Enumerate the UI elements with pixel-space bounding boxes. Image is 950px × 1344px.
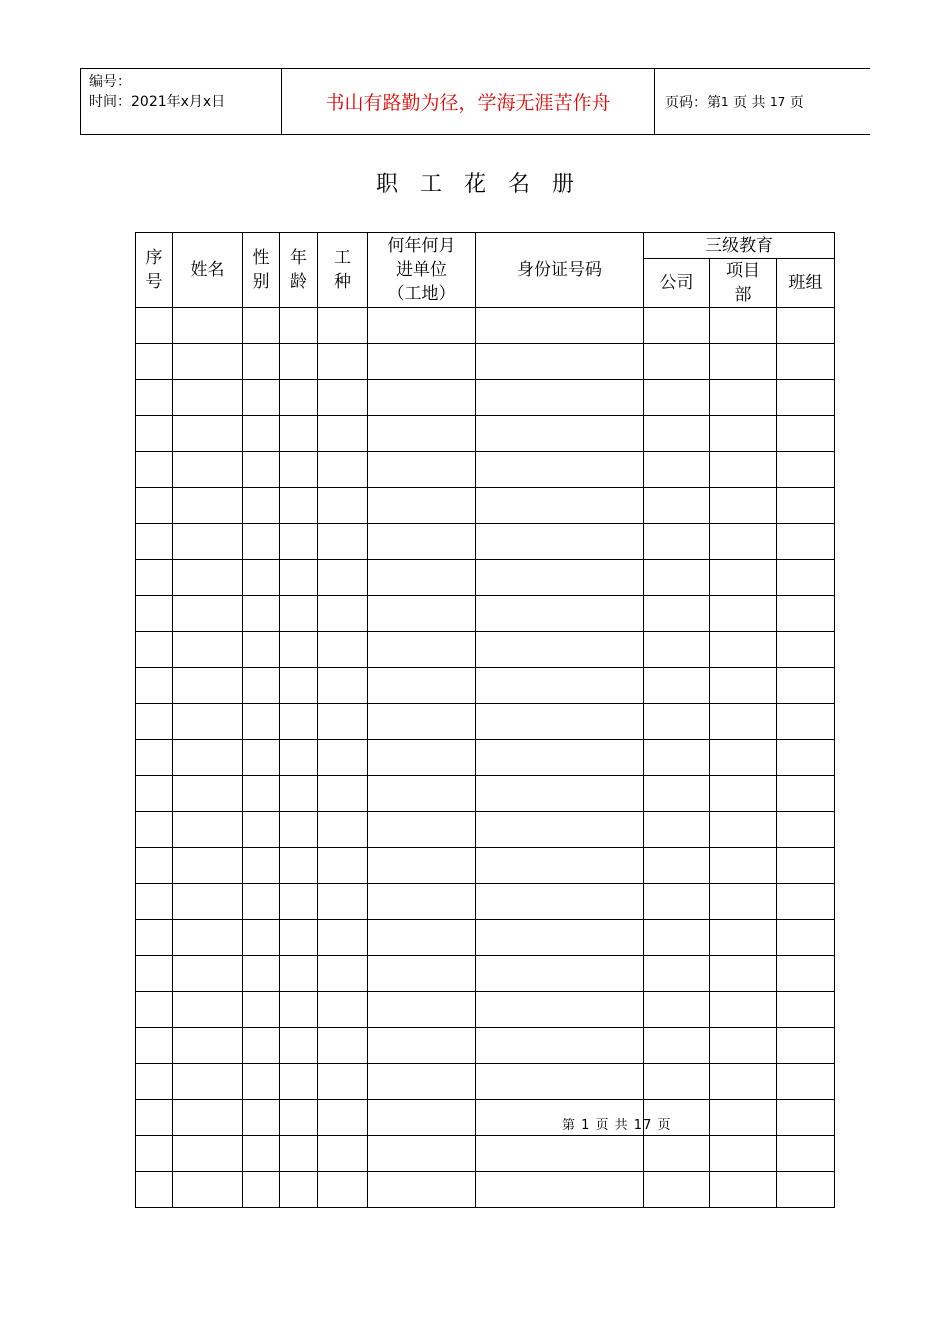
table-cell — [368, 920, 476, 956]
table-cell — [710, 452, 777, 488]
table-cell — [710, 1028, 777, 1064]
table-cell — [136, 344, 173, 380]
table-cell — [368, 884, 476, 920]
table-cell — [173, 1136, 243, 1172]
table-row — [136, 1172, 835, 1208]
header-entry-date: 何年何月 进单位 （工地） — [368, 233, 476, 308]
table-cell — [136, 1100, 173, 1136]
header-motto: 书山有路勤为径，学海无涯苦作舟 — [282, 69, 655, 134]
table-cell — [173, 1064, 243, 1100]
time-label: 时间：2021年x月x日 — [89, 94, 226, 110]
table-cell — [368, 488, 476, 524]
table-cell — [710, 740, 777, 776]
table-cell — [368, 560, 476, 596]
table-cell — [710, 560, 777, 596]
table-row — [136, 380, 835, 416]
table-cell — [173, 920, 243, 956]
table-cell — [318, 560, 368, 596]
table-cell — [318, 992, 368, 1028]
table-cell — [368, 632, 476, 668]
table-cell — [777, 380, 835, 416]
table-cell — [318, 452, 368, 488]
table-cell — [644, 812, 710, 848]
table-cell — [368, 992, 476, 1028]
table-cell — [368, 308, 476, 344]
table-cell — [777, 1064, 835, 1100]
table-cell — [368, 776, 476, 812]
table-cell — [136, 380, 173, 416]
table-cell — [710, 920, 777, 956]
header-team: 班组 — [777, 259, 835, 308]
page-number: 1 — [721, 94, 729, 109]
table-cell — [476, 1136, 644, 1172]
table-cell — [136, 956, 173, 992]
table-cell — [644, 452, 710, 488]
table-cell — [318, 488, 368, 524]
table-cell — [243, 920, 280, 956]
table-cell — [280, 560, 318, 596]
header-project: 项目 部 — [710, 259, 777, 308]
page-prefix: 页码：第 — [665, 94, 721, 111]
table-cell — [243, 632, 280, 668]
table-cell — [644, 1172, 710, 1208]
table-cell — [710, 488, 777, 524]
table-cell — [173, 488, 243, 524]
table-cell — [476, 884, 644, 920]
table-cell — [280, 596, 318, 632]
table-cell — [777, 704, 835, 740]
document-header — [80, 68, 870, 135]
table-cell — [243, 488, 280, 524]
table-cell — [173, 668, 243, 704]
table-row — [136, 956, 835, 992]
table-cell — [644, 416, 710, 452]
table-cell — [318, 704, 368, 740]
table-cell — [280, 956, 318, 992]
table-cell — [280, 1064, 318, 1100]
table-cell — [644, 956, 710, 992]
table-row — [136, 596, 835, 632]
table-row — [136, 776, 835, 812]
table-cell — [318, 1100, 368, 1136]
table-cell — [368, 1028, 476, 1064]
table-cell — [368, 380, 476, 416]
table-cell — [136, 488, 173, 524]
table-cell — [710, 632, 777, 668]
table-cell — [280, 704, 318, 740]
table-cell — [368, 416, 476, 452]
table-cell — [368, 956, 476, 992]
table-cell — [318, 668, 368, 704]
table-cell — [476, 812, 644, 848]
header-age: 年 龄 — [280, 233, 318, 308]
table-cell — [243, 776, 280, 812]
table-cell — [710, 524, 777, 560]
table-row — [136, 1100, 835, 1136]
table-cell — [136, 668, 173, 704]
table-row — [136, 668, 835, 704]
table-cell — [368, 668, 476, 704]
table-cell — [476, 956, 644, 992]
table-cell — [710, 308, 777, 344]
table-cell — [368, 812, 476, 848]
table-cell — [644, 740, 710, 776]
table-cell — [243, 596, 280, 632]
roster-table — [135, 232, 835, 1208]
table-cell — [243, 848, 280, 884]
table-cell — [318, 1172, 368, 1208]
table-cell — [318, 632, 368, 668]
table-cell — [710, 1136, 777, 1172]
table-cell — [136, 524, 173, 560]
table-cell — [368, 524, 476, 560]
table-cell — [136, 416, 173, 452]
table-cell — [243, 704, 280, 740]
table-cell — [777, 740, 835, 776]
table-cell — [280, 776, 318, 812]
table-cell — [318, 884, 368, 920]
table-cell — [173, 596, 243, 632]
table-row — [136, 344, 835, 380]
table-cell — [318, 812, 368, 848]
table-row — [136, 488, 835, 524]
table-cell — [368, 1172, 476, 1208]
table-cell — [243, 1136, 280, 1172]
table-cell — [173, 452, 243, 488]
table-cell — [710, 344, 777, 380]
table-cell — [173, 812, 243, 848]
table-cell — [173, 1100, 243, 1136]
table-cell — [777, 344, 835, 380]
table-row — [136, 1136, 835, 1172]
table-cell — [476, 1028, 644, 1064]
table-cell — [136, 1136, 173, 1172]
table-cell — [476, 1064, 644, 1100]
table-row — [136, 740, 835, 776]
table-cell — [173, 1172, 243, 1208]
table-cell — [318, 596, 368, 632]
table-cell — [368, 848, 476, 884]
header-gender: 性 别 — [243, 233, 280, 308]
table-cell — [476, 920, 644, 956]
table-cell — [644, 848, 710, 884]
table-cell — [318, 956, 368, 992]
table-cell — [710, 668, 777, 704]
table-cell — [644, 380, 710, 416]
table-cell — [243, 416, 280, 452]
table-cell — [173, 308, 243, 344]
table-cell — [280, 1172, 318, 1208]
table-cell — [710, 848, 777, 884]
page-mid: 页 共 — [733, 94, 766, 111]
table-cell — [476, 704, 644, 740]
header-trade: 工 种 — [318, 233, 368, 308]
table-cell — [644, 776, 710, 812]
header-education-group: 三级教育 — [644, 233, 835, 259]
table-cell — [777, 1100, 835, 1136]
table-cell — [710, 1064, 777, 1100]
table-cell — [243, 308, 280, 344]
table-row — [136, 308, 835, 344]
table-cell — [173, 956, 243, 992]
table-cell — [777, 992, 835, 1028]
table-cell — [777, 560, 835, 596]
table-cell — [243, 668, 280, 704]
table-row — [136, 812, 835, 848]
table-cell — [243, 380, 280, 416]
table-cell — [280, 1136, 318, 1172]
table-cell — [243, 524, 280, 560]
table-cell — [777, 308, 835, 344]
table-cell — [243, 812, 280, 848]
table-cell — [644, 596, 710, 632]
table-cell — [476, 992, 644, 1028]
table-cell — [777, 920, 835, 956]
page-title: 职工花名册 — [375, 172, 596, 197]
table-cell — [476, 380, 644, 416]
table-cell — [280, 416, 318, 452]
table-cell — [368, 1064, 476, 1100]
table-cell — [136, 596, 173, 632]
table-cell — [136, 632, 173, 668]
table-cell — [777, 1172, 835, 1208]
table-cell — [476, 524, 644, 560]
table-cell — [243, 1172, 280, 1208]
table-cell — [644, 560, 710, 596]
table-cell — [476, 488, 644, 524]
table-cell — [136, 740, 173, 776]
table-cell — [280, 920, 318, 956]
table-cell — [777, 1028, 835, 1064]
table-cell — [318, 1064, 368, 1100]
table-cell — [136, 1172, 173, 1208]
table-cell — [644, 1064, 710, 1100]
table-row — [136, 452, 835, 488]
table-cell — [173, 416, 243, 452]
table-cell — [280, 380, 318, 416]
table-cell — [173, 848, 243, 884]
table-cell — [173, 740, 243, 776]
table-cell — [318, 380, 368, 416]
table-cell — [476, 776, 644, 812]
table-cell — [644, 668, 710, 704]
table-cell — [318, 776, 368, 812]
table-cell — [644, 632, 710, 668]
table-cell — [173, 632, 243, 668]
table-cell — [173, 704, 243, 740]
table-cell — [136, 812, 173, 848]
table-cell — [644, 488, 710, 524]
table-cell — [476, 560, 644, 596]
table-cell — [280, 632, 318, 668]
table-cell — [280, 668, 318, 704]
table-cell — [476, 452, 644, 488]
table-cell — [173, 560, 243, 596]
table-row — [136, 632, 835, 668]
table-cell — [476, 740, 644, 776]
table-cell — [136, 1064, 173, 1100]
number-label: 编号： — [89, 74, 131, 90]
table-cell — [280, 1028, 318, 1064]
table-cell — [710, 956, 777, 992]
table-cell — [243, 452, 280, 488]
table-cell — [243, 992, 280, 1028]
table-row — [136, 416, 835, 452]
table-cell — [136, 308, 173, 344]
table-cell — [318, 416, 368, 452]
table-cell — [710, 380, 777, 416]
table-cell — [476, 596, 644, 632]
table-cell — [777, 416, 835, 452]
table-cell — [136, 1028, 173, 1064]
table-cell — [777, 776, 835, 812]
table-cell — [173, 884, 243, 920]
table-cell — [777, 632, 835, 668]
table-cell — [280, 812, 318, 848]
table-cell — [644, 524, 710, 560]
page-suffix: 页 — [789, 94, 804, 111]
table-cell — [243, 344, 280, 380]
table-cell — [136, 848, 173, 884]
table-cell — [173, 1028, 243, 1064]
table-row — [136, 1028, 835, 1064]
table-cell — [368, 596, 476, 632]
table-cell — [280, 524, 318, 560]
table-cell — [243, 740, 280, 776]
table-cell — [318, 344, 368, 380]
table-cell — [644, 308, 710, 344]
table-cell — [476, 668, 644, 704]
table-cell — [710, 416, 777, 452]
header-meta — [81, 69, 282, 134]
table-row — [136, 1064, 835, 1100]
table-cell — [243, 956, 280, 992]
table-cell — [476, 632, 644, 668]
header-seq: 序 号 — [136, 233, 173, 308]
table-cell — [710, 596, 777, 632]
table-cell — [777, 452, 835, 488]
table-cell — [318, 1136, 368, 1172]
table-cell — [280, 452, 318, 488]
table-cell — [644, 992, 710, 1028]
table-cell — [644, 1136, 710, 1172]
table-cell — [280, 488, 318, 524]
table-cell — [136, 560, 173, 596]
table-cell — [777, 488, 835, 524]
table-cell — [644, 884, 710, 920]
table-cell — [318, 920, 368, 956]
table-cell — [777, 668, 835, 704]
table-cell — [710, 992, 777, 1028]
table-cell — [644, 704, 710, 740]
table-cell — [136, 452, 173, 488]
table-row — [136, 560, 835, 596]
table-cell — [476, 1172, 644, 1208]
table-cell — [710, 1100, 777, 1136]
table-cell — [476, 308, 644, 344]
table-cell — [368, 704, 476, 740]
table-cell — [243, 1100, 280, 1136]
table-cell — [777, 884, 835, 920]
table-cell — [777, 956, 835, 992]
header-page-info — [655, 69, 871, 134]
table-cell — [368, 452, 476, 488]
table-cell — [280, 992, 318, 1028]
table-cell — [280, 848, 318, 884]
table-cell — [368, 1136, 476, 1172]
table-cell — [173, 344, 243, 380]
table-cell — [243, 1064, 280, 1100]
table-cell — [173, 992, 243, 1028]
table-cell — [243, 1028, 280, 1064]
table-cell — [777, 1136, 835, 1172]
table-cell — [777, 524, 835, 560]
table-cell — [476, 416, 644, 452]
table-row — [136, 920, 835, 956]
table-cell — [136, 920, 173, 956]
table-row — [136, 992, 835, 1028]
table-cell — [318, 1028, 368, 1064]
table-cell — [710, 776, 777, 812]
footer-page-note: 第 1 页 共 17 页 — [562, 1118, 672, 1133]
table-cell — [136, 992, 173, 1028]
table-row — [136, 704, 835, 740]
header-name: 姓名 — [173, 233, 243, 308]
table-cell — [710, 812, 777, 848]
table-cell — [243, 884, 280, 920]
table-cell — [173, 524, 243, 560]
table-cell — [368, 344, 476, 380]
table-cell — [136, 704, 173, 740]
table-cell — [777, 848, 835, 884]
table-cell — [644, 1028, 710, 1064]
table-cell — [173, 380, 243, 416]
table-cell — [710, 1172, 777, 1208]
table-cell — [644, 920, 710, 956]
table-cell — [318, 848, 368, 884]
table-cell — [318, 740, 368, 776]
table-cell — [777, 812, 835, 848]
table-row — [136, 848, 835, 884]
page-total: 17 — [770, 94, 786, 109]
table-cell — [280, 344, 318, 380]
roster-body — [136, 308, 835, 1208]
table-cell — [476, 344, 644, 380]
table-cell — [777, 596, 835, 632]
table-cell — [243, 560, 280, 596]
table-cell — [476, 848, 644, 884]
table-cell — [280, 308, 318, 344]
table-cell — [710, 704, 777, 740]
table-cell — [136, 776, 173, 812]
table-cell — [368, 740, 476, 776]
table-cell — [710, 884, 777, 920]
table-row — [136, 884, 835, 920]
table-cell — [318, 524, 368, 560]
table-cell — [280, 1100, 318, 1136]
table-cell — [644, 344, 710, 380]
header-company: 公司 — [644, 259, 710, 308]
table-cell — [280, 884, 318, 920]
table-row — [136, 524, 835, 560]
header-id-number: 身份证号码 — [476, 233, 644, 308]
table-cell — [280, 740, 318, 776]
table-cell — [368, 1100, 476, 1136]
table-cell — [318, 308, 368, 344]
table-cell — [173, 776, 243, 812]
table-cell — [136, 884, 173, 920]
